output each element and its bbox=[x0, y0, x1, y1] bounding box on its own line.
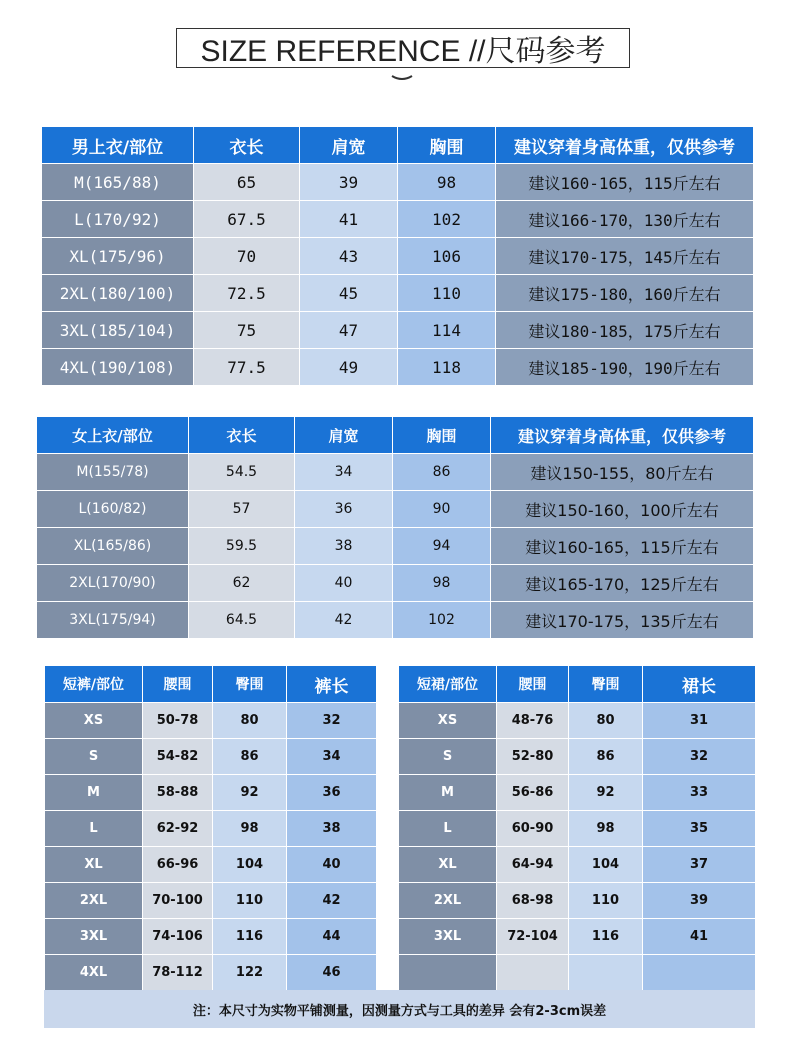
chest-cell: 102 bbox=[398, 201, 496, 238]
waist-cell: 60-90 bbox=[497, 811, 569, 847]
length-cell: 37 bbox=[643, 847, 756, 883]
size-cell: L bbox=[45, 811, 143, 847]
table-header-row bbox=[399, 666, 756, 703]
table-header-row bbox=[45, 666, 377, 703]
shoulder-cell: 36 bbox=[295, 491, 393, 528]
recommend-cell: 建议160-165，115斤左右 bbox=[491, 528, 754, 565]
length-cell: 65 bbox=[194, 164, 300, 201]
length-cell: 41 bbox=[643, 919, 756, 955]
waist-cell: 72-104 bbox=[497, 919, 569, 955]
table-row bbox=[37, 491, 754, 528]
hip-cell bbox=[569, 955, 643, 991]
chest-cell: 110 bbox=[398, 275, 496, 312]
hip-cell: 92 bbox=[569, 775, 643, 811]
size-cell: 3XL(175/94) bbox=[37, 602, 189, 639]
shoulder-cell: 47 bbox=[300, 312, 398, 349]
table-row bbox=[45, 919, 377, 955]
length-cell: 42 bbox=[287, 883, 377, 919]
header-cell: 短裤/部位 bbox=[45, 666, 143, 703]
hip-cell: 110 bbox=[213, 883, 287, 919]
length-cell: 31 bbox=[643, 703, 756, 739]
shoulder-cell: 39 bbox=[300, 164, 398, 201]
size-cell: M(155/78) bbox=[37, 454, 189, 491]
size-cell: L(170/92) bbox=[42, 201, 194, 238]
length-cell bbox=[643, 955, 756, 991]
waist-cell: 68-98 bbox=[497, 883, 569, 919]
women-size-table bbox=[36, 416, 754, 639]
table-row bbox=[45, 775, 377, 811]
waist-cell: 66-96 bbox=[143, 847, 213, 883]
size-cell: 3XL bbox=[399, 919, 497, 955]
table-row bbox=[45, 703, 377, 739]
size-cell: 4XL bbox=[45, 955, 143, 991]
size-cell: 2XL(180/100) bbox=[42, 275, 194, 312]
waist-cell: 52-80 bbox=[497, 739, 569, 775]
length-cell: 38 bbox=[287, 811, 377, 847]
hip-cell: 86 bbox=[213, 739, 287, 775]
chest-cell: 98 bbox=[398, 164, 496, 201]
header-cell: 女上衣/部位 bbox=[37, 417, 189, 454]
recommend-cell: 建议166-170，130斤左右 bbox=[496, 201, 754, 238]
header-cell: 肩宽 bbox=[295, 417, 393, 454]
table-row bbox=[399, 739, 756, 775]
hip-cell: 116 bbox=[213, 919, 287, 955]
recommend-cell: 建议150-155，80斤左右 bbox=[491, 454, 754, 491]
length-cell: 70 bbox=[194, 238, 300, 275]
table-row bbox=[45, 847, 377, 883]
size-cell: XL(165/86) bbox=[37, 528, 189, 565]
length-cell: 57 bbox=[189, 491, 295, 528]
length-cell: 36 bbox=[287, 775, 377, 811]
table-row bbox=[399, 811, 756, 847]
table-row bbox=[42, 164, 754, 201]
shoulder-cell: 40 bbox=[295, 565, 393, 602]
measurement-note: 注：本尺寸为实物平铺测量，因测量方式与工具的差异 会有2-3cm误差 bbox=[44, 990, 755, 1028]
waist-cell: 78-112 bbox=[143, 955, 213, 991]
hip-cell: 92 bbox=[213, 775, 287, 811]
waist-cell: 48-76 bbox=[497, 703, 569, 739]
table-row bbox=[399, 847, 756, 883]
size-cell: 3XL(185/104) bbox=[42, 312, 194, 349]
recommend-cell: 建议170-175，145斤左右 bbox=[496, 238, 754, 275]
size-cell: XS bbox=[399, 703, 497, 739]
waist-cell: 58-88 bbox=[143, 775, 213, 811]
recommend-cell: 建议175-180，160斤左右 bbox=[496, 275, 754, 312]
hip-cell: 116 bbox=[569, 919, 643, 955]
table-row bbox=[37, 602, 754, 639]
shoulder-cell: 45 bbox=[300, 275, 398, 312]
recommend-cell: 建议165-170，125斤左右 bbox=[491, 565, 754, 602]
header-cell: 裤长 bbox=[287, 666, 377, 703]
table-row bbox=[399, 955, 756, 991]
hip-cell: 110 bbox=[569, 883, 643, 919]
header-cell: 胸围 bbox=[398, 127, 496, 164]
table-row bbox=[45, 883, 377, 919]
shoulder-cell: 49 bbox=[300, 349, 398, 386]
length-cell: 54.5 bbox=[189, 454, 295, 491]
chevron-down-icon bbox=[390, 72, 414, 86]
recommend-cell: 建议185-190，190斤左右 bbox=[496, 349, 754, 386]
hip-cell: 122 bbox=[213, 955, 287, 991]
header-cell: 男上衣/部位 bbox=[42, 127, 194, 164]
page-title: SIZE REFERENCE //尺码参考 bbox=[176, 28, 630, 68]
shoulder-cell: 43 bbox=[300, 238, 398, 275]
chest-cell: 94 bbox=[393, 528, 491, 565]
size-cell: XL bbox=[399, 847, 497, 883]
size-cell: M bbox=[45, 775, 143, 811]
length-cell: 35 bbox=[643, 811, 756, 847]
waist-cell bbox=[497, 955, 569, 991]
table-header-row bbox=[42, 127, 754, 164]
hip-cell: 98 bbox=[569, 811, 643, 847]
header-cell: 衣长 bbox=[189, 417, 295, 454]
length-cell: 59.5 bbox=[189, 528, 295, 565]
chest-cell: 118 bbox=[398, 349, 496, 386]
table-row bbox=[399, 703, 756, 739]
table-row bbox=[42, 238, 754, 275]
table-row bbox=[37, 565, 754, 602]
chest-cell: 90 bbox=[393, 491, 491, 528]
size-cell: S bbox=[399, 739, 497, 775]
length-cell: 72.5 bbox=[194, 275, 300, 312]
size-cell: 2XL(170/90) bbox=[37, 565, 189, 602]
size-cell: M(165/88) bbox=[42, 164, 194, 201]
men-size-table bbox=[41, 126, 754, 386]
hip-cell: 80 bbox=[569, 703, 643, 739]
table-row bbox=[45, 739, 377, 775]
waist-cell: 50-78 bbox=[143, 703, 213, 739]
length-cell: 64.5 bbox=[189, 602, 295, 639]
header-cell: 腰围 bbox=[143, 666, 213, 703]
header-cell: 胸围 bbox=[393, 417, 491, 454]
table-row bbox=[42, 312, 754, 349]
shoulder-cell: 34 bbox=[295, 454, 393, 491]
length-cell: 46 bbox=[287, 955, 377, 991]
length-cell: 44 bbox=[287, 919, 377, 955]
table-row bbox=[399, 883, 756, 919]
shoulder-cell: 41 bbox=[300, 201, 398, 238]
header-cell: 裙长 bbox=[643, 666, 756, 703]
header-cell: 衣长 bbox=[194, 127, 300, 164]
waist-cell: 70-100 bbox=[143, 883, 213, 919]
size-cell: S bbox=[45, 739, 143, 775]
header-cell: 肩宽 bbox=[300, 127, 398, 164]
size-cell: XS bbox=[45, 703, 143, 739]
length-cell: 67.5 bbox=[194, 201, 300, 238]
hip-cell: 104 bbox=[569, 847, 643, 883]
header-cell: 短裙/部位 bbox=[399, 666, 497, 703]
length-cell: 77.5 bbox=[194, 349, 300, 386]
header-cell: 臀围 bbox=[213, 666, 287, 703]
hip-cell: 86 bbox=[569, 739, 643, 775]
table-row bbox=[399, 775, 756, 811]
skirt-size-table bbox=[398, 665, 756, 991]
table-header-row bbox=[37, 417, 754, 454]
size-cell: XL bbox=[45, 847, 143, 883]
size-cell: M bbox=[399, 775, 497, 811]
table-row bbox=[42, 275, 754, 312]
header-cell: 建议穿着身高体重，仅供参考 bbox=[496, 127, 754, 164]
table-row bbox=[45, 811, 377, 847]
size-cell bbox=[399, 955, 497, 991]
table-row bbox=[45, 955, 377, 991]
size-cell: L(160/82) bbox=[37, 491, 189, 528]
chest-cell: 102 bbox=[393, 602, 491, 639]
header-cell: 腰围 bbox=[497, 666, 569, 703]
shoulder-cell: 42 bbox=[295, 602, 393, 639]
hip-cell: 104 bbox=[213, 847, 287, 883]
recommend-cell: 建议180-185，175斤左右 bbox=[496, 312, 754, 349]
table-row bbox=[42, 349, 754, 386]
recommend-cell: 建议170-175，135斤左右 bbox=[491, 602, 754, 639]
table-row bbox=[42, 201, 754, 238]
chest-cell: 106 bbox=[398, 238, 496, 275]
waist-cell: 56-86 bbox=[497, 775, 569, 811]
size-cell: L bbox=[399, 811, 497, 847]
header-cell: 建议穿着身高体重，仅供参考 bbox=[491, 417, 754, 454]
length-cell: 39 bbox=[643, 883, 756, 919]
size-cell: 4XL(190/108) bbox=[42, 349, 194, 386]
size-cell: XL(175/96) bbox=[42, 238, 194, 275]
length-cell: 75 bbox=[194, 312, 300, 349]
waist-cell: 54-82 bbox=[143, 739, 213, 775]
length-cell: 34 bbox=[287, 739, 377, 775]
recommend-cell: 建议150-160，100斤左右 bbox=[491, 491, 754, 528]
hip-cell: 80 bbox=[213, 703, 287, 739]
length-cell: 40 bbox=[287, 847, 377, 883]
size-cell: 2XL bbox=[399, 883, 497, 919]
waist-cell: 64-94 bbox=[497, 847, 569, 883]
length-cell: 62 bbox=[189, 565, 295, 602]
shorts-size-table bbox=[44, 665, 377, 991]
length-cell: 32 bbox=[287, 703, 377, 739]
chest-cell: 114 bbox=[398, 312, 496, 349]
chest-cell: 98 bbox=[393, 565, 491, 602]
chest-cell: 86 bbox=[393, 454, 491, 491]
header-cell: 臀围 bbox=[569, 666, 643, 703]
length-cell: 33 bbox=[643, 775, 756, 811]
length-cell: 32 bbox=[643, 739, 756, 775]
table-row bbox=[399, 919, 756, 955]
shoulder-cell: 38 bbox=[295, 528, 393, 565]
waist-cell: 62-92 bbox=[143, 811, 213, 847]
table-row bbox=[37, 454, 754, 491]
size-cell: 3XL bbox=[45, 919, 143, 955]
table-row bbox=[37, 528, 754, 565]
recommend-cell: 建议160-165，115斤左右 bbox=[496, 164, 754, 201]
hip-cell: 98 bbox=[213, 811, 287, 847]
waist-cell: 74-106 bbox=[143, 919, 213, 955]
size-cell: 2XL bbox=[45, 883, 143, 919]
